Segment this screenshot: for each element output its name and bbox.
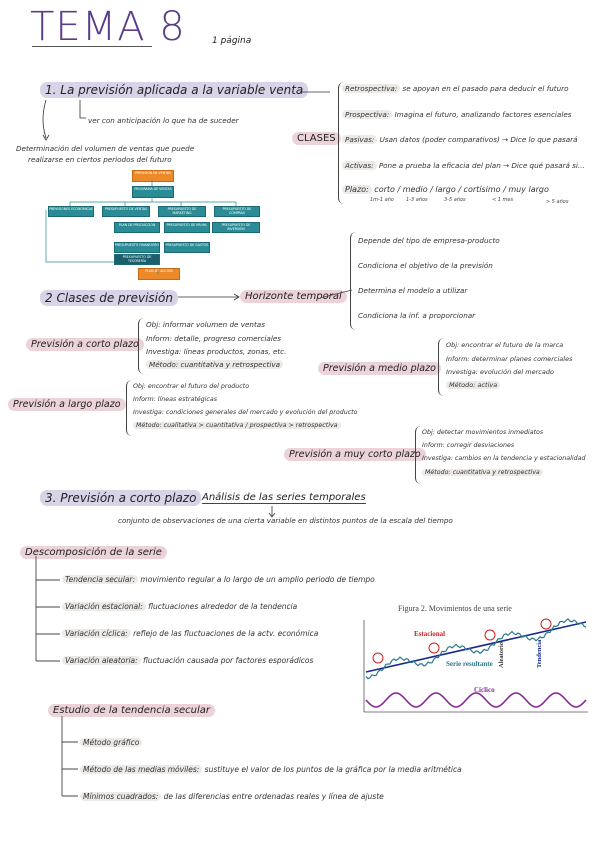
method-medias: Método de las medias móviles: sustituye el valor de los puntos de la gráfica por la media aritmética <box>80 765 462 774</box>
flow-box: PRESUPUESTO DE VENTAS <box>102 206 150 217</box>
muycorto-line: Investiga: cambios en la tendencia y estacionalidad <box>422 455 586 462</box>
flow-box: PROGRAMA DE VENTAS <box>132 186 174 198</box>
flow-box: PREVISIONES ECONÓMICAS <box>48 206 94 217</box>
largo-line: Inform: líneas estratégicas <box>133 396 218 403</box>
series-definition: conjunto de observaciones de una cierta variable en distintos puntos de la escala del tiempo <box>118 516 453 525</box>
decomposition-label: Descomposición de la serie <box>20 546 167 559</box>
medio-plazo-label: Previsión a medio plazo <box>318 362 441 375</box>
muycorto-line: Inform: corregir desviaciones <box>422 442 515 449</box>
section1-desc-line1: Determinación del volumen de ventas que puede <box>16 144 195 153</box>
horizon-dep: Depende del tipo de empresa-producto <box>358 236 500 245</box>
flow-box: PLAN DE PRODUCCIÓN <box>114 222 160 233</box>
medio-line: Inform: determinar planes comerciales <box>446 355 573 363</box>
decomp-item-estacional: Variación estacional: fluctuaciones alrededor de la tendencia <box>62 602 297 611</box>
corto-line: Investiga: líneas productos, zonas, etc. <box>146 347 287 356</box>
flow-box: PRESUPUESTO DE TESORERÍA <box>114 254 160 265</box>
budget-flowchart <box>40 170 270 280</box>
medio-line: Investiga: evolución del mercado <box>446 368 554 376</box>
plazo-sub-5: > 5 años <box>546 199 569 205</box>
clases-label: CLASES <box>292 132 341 145</box>
decomp-item-tendencia: Tendencia secular: movimiento regular a lo largo de un amplio periodo de tiempo <box>62 575 375 584</box>
section2-heading: 2 Clases de previsión <box>40 290 178 306</box>
label-ciclico: Cíclico <box>474 686 495 694</box>
horizon-connector <box>318 288 358 308</box>
clases-item-plazo: Plazo: corto / medio / largo / cortísimo / muy largo <box>342 185 549 194</box>
series-analysis-label: Análisis de las series temporales <box>202 492 366 503</box>
flow-box: PLAN DE ACCIÓN <box>138 268 180 280</box>
section1-sub: ver con anticipación lo que ha de suceder <box>88 116 239 125</box>
corto-plazo-label: Previsión a corto plazo <box>26 338 144 351</box>
largo-plazo-label: Previsión a largo plazo <box>8 398 126 411</box>
largo-brace <box>126 380 133 436</box>
corto-line: Método: cuantitativa y retrospectiva <box>146 360 283 369</box>
muycorto-brace <box>415 426 422 484</box>
flow-box: PRESUPUESTO DE INVERSIÓN <box>212 222 260 233</box>
flow-box: PRESUPUESTO DE GASTOS <box>164 242 210 253</box>
label-estacional: Estacional <box>414 630 446 638</box>
muy-corto-plazo-label: Previsión a muy corto plazo <box>284 448 426 461</box>
medio-line: Obj: encontrar el futuro de la marca <box>446 341 564 349</box>
title-underline <box>32 46 152 47</box>
corto-line: Obj: informar volumen de ventas <box>146 320 265 329</box>
section1-heading: 1. La previsión aplicada a la variable venta <box>40 82 308 98</box>
muycorto-line: Método: cuantitativa y retrospectiva <box>422 469 543 476</box>
plazo-sub-2: 1-3 años <box>406 197 428 203</box>
label-resultante: Serie resultante <box>446 660 493 668</box>
section1-desc-line2: realizarse en ciertos periodos del futuro <box>28 155 172 164</box>
decomp-item-aleatoria: Variación aleatoria: fluctuación causada por factores esporádicos <box>62 656 313 665</box>
decomp-item-ciclica: Variación cíclica: reflejo de las fluctuaciones de la actv. económica <box>62 629 318 638</box>
horizon-dep: Condiciona la inf. a proporcionar <box>358 311 476 320</box>
largo-line: Método: cualitativa > cuantitativa / prospectiva > retrospectiva <box>133 422 341 429</box>
flow-box: PREVISIÓN DE VENTAS <box>132 170 174 182</box>
figure-title: Figura 2. Movimientos de una serie <box>398 604 512 613</box>
clases-item-prospectiva: Prospectiva: Imagina el futuro, analizando factores esenciales <box>342 110 571 119</box>
page-count: 1 página <box>212 36 252 46</box>
horizon-dep: Condiciona el objetivo de la previsión <box>358 261 493 270</box>
flow-box: PRESUPUESTO DE RR.HH. <box>164 222 210 233</box>
largo-line: Investiga: condiciones generales del mercado y evolución del producto <box>133 409 358 416</box>
method-grafico: Método gráfico <box>80 738 142 747</box>
section3-heading: 3. Previsión a corto plazo <box>40 490 201 506</box>
clases-item-retrospectiva: Retrospectiva: se apoyan en el pasado para deducir el futuro <box>342 84 569 93</box>
page-title: TEMA 8 <box>30 4 186 50</box>
muycorto-line: Obj: detectar movimientos inmediatos <box>422 429 544 436</box>
clases-item-activas: Activas: Pone a prueba la eficacia del plan → Dice qué pasará si... <box>342 161 585 170</box>
corto-brace <box>138 318 145 374</box>
flow-box: PRESUPUESTO DE COMPRAS <box>214 206 260 217</box>
medio-line: Método: activa <box>446 381 500 389</box>
flow-box: PRESUPUESTO FINANCIERO <box>114 242 160 253</box>
method-minimos: Mínimos cuadrados: de las diferencias entre ordenadas reales y línea de ajuste <box>80 792 384 801</box>
horizon-dep: Determina el modelo a utilizar <box>358 286 468 295</box>
horizon-brace <box>350 232 357 330</box>
plazo-sub-3: 3-5 años <box>444 197 466 203</box>
clases-item-pasivas: Pasivas: Usan datos (poder comparativos) → Dice lo que pasará <box>342 135 578 144</box>
medio-brace <box>438 338 445 396</box>
largo-line: Obj: encontrar el futuro del producto <box>133 383 250 390</box>
plazo-sub-4: < 1 mes <box>492 197 514 203</box>
corto-line: Inform: detalle, progreso comerciales <box>146 334 281 343</box>
tendencia-study-label: Estudio de la tendencia secular <box>48 704 215 717</box>
horizon-label: Horizonte temporal <box>240 290 347 303</box>
plazo-sub-1: 1m-1 año <box>370 197 394 203</box>
series-figure <box>360 602 590 722</box>
label-tendencia: Tendencia <box>536 639 543 668</box>
flow-box: PRESUPUESTO DE MARKETING <box>158 206 206 217</box>
label-aleatorio: Aleatorio <box>498 642 505 668</box>
